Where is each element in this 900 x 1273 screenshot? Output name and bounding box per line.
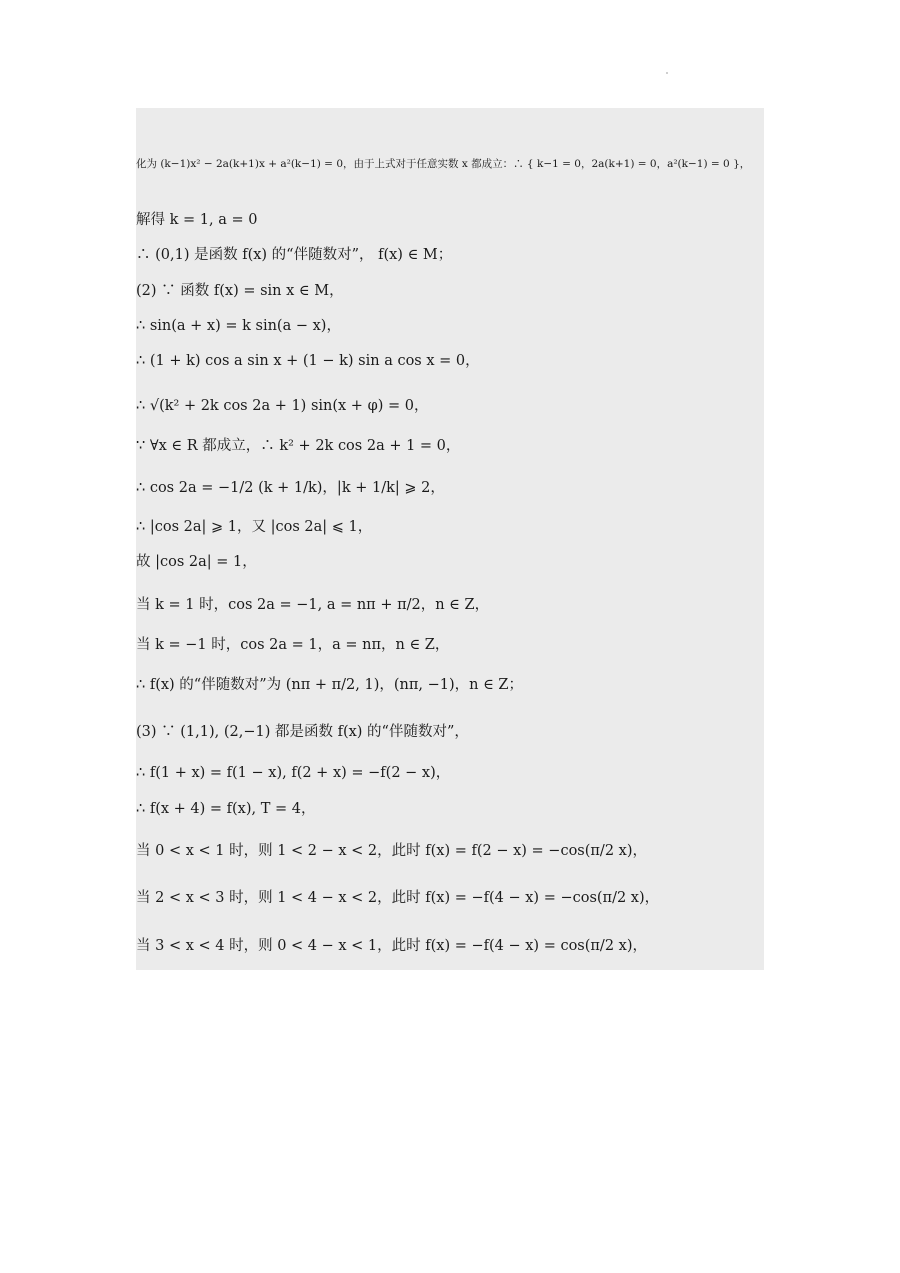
solution-line-11: 故 |cos 2a| = 1， (136, 554, 257, 570)
solution-line-9: ∴ cos 2a = −1/2 (k + 1/k)，|k + 1/k| ⩾ 2， (136, 480, 445, 496)
solution-line-1: 化为 (k−1)x² − 2a(k+1)x + a²(k−1) = 0，由于上式对于任意实数 x 都成立：∴ { k−1 = 0，2a(k+1) = 0，a²(k−1) = 0 }， (136, 158, 751, 170)
solution-line-5: ∴ sin(a + x) = k sin(a − x)， (136, 318, 341, 334)
solution-line-6: ∴ (1 + k) cos a sin x + (1 − k) sin a cos x = 0， (136, 353, 480, 369)
solution-line-16: ∴ f(1 + x) = f(1 − x), f(2 + x) = −f(2 − x)， (136, 765, 451, 781)
solution-line-4: (2) ∵ 函数 f(x) = sin x ∈ M， (136, 283, 344, 299)
solution-line-15: (3) ∵ (1,1), (2,−1) 都是函数 f(x) 的“伴随数对”， (136, 724, 469, 740)
solution-line-2: 解得 k = 1, a = 0 (136, 212, 258, 228)
solution-line-3: ∴ (0,1) 是函数 f(x) 的“伴随数对”， f(x) ∈ M； (136, 247, 453, 263)
solution-line-19: 当 2 < x < 3 时，则 1 < 4 − x < 2，此时 f(x) = −f(4 − x) = −cos(π/2 x)， (136, 890, 660, 906)
solution-line-7: ∴ √(k² + 2k cos 2a + 1) sin(x + φ) = 0， (136, 398, 429, 414)
solution-line-13: 当 k = −1 时，cos 2a = 1，a = nπ，n ∈ Z， (136, 637, 450, 653)
solution-line-8: ∵ ∀x ∈ R 都成立，∴ k² + 2k cos 2a + 1 = 0， (136, 438, 461, 454)
solution-line-20: 当 3 < x < 4 时，则 0 < 4 − x < 1，此时 f(x) = −f(4 − x) = cos(π/2 x)， (136, 938, 647, 954)
solution-line-18: 当 0 < x < 1 时，则 1 < 2 − x < 2，此时 f(x) = f(2 − x) = −cos(π/2 x)， (136, 843, 647, 859)
solution-line-12: 当 k = 1 时，cos 2a = −1, a = nπ + π/2，n ∈ Z， (136, 597, 490, 613)
solution-line-10: ∴ |cos 2a| ⩾ 1，又 |cos 2a| ⩽ 1， (136, 519, 373, 535)
corner-mark (666, 72, 668, 74)
solution-line-14: ∴ f(x) 的“伴随数对”为 (nπ + π/2, 1)，(nπ, −1)，n ∈ Z； (136, 677, 524, 693)
solution-panel (136, 108, 764, 970)
solution-line-17: ∴ f(x + 4) = f(x), T = 4， (136, 801, 316, 817)
